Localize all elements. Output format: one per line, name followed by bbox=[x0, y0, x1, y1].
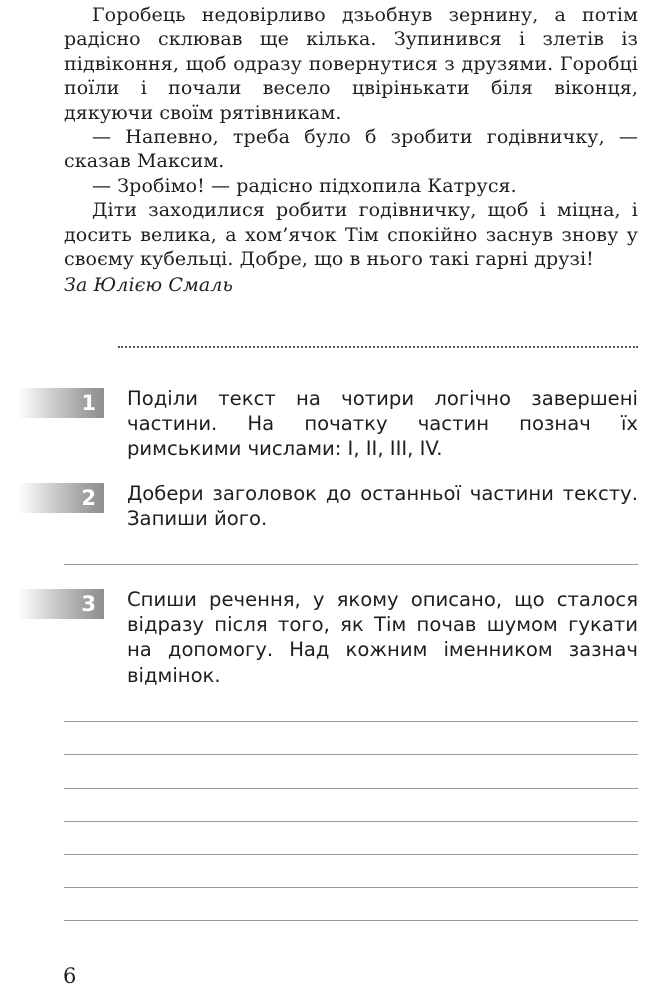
answer-line bbox=[64, 788, 638, 789]
dotted-separator bbox=[118, 346, 638, 348]
story-paragraph: Діти заходилися робити годівничку, щоб і міцна, і досить велика, а хом’ячок Тім спокійно заснув знову у своєму кубельці. Добре, що в нього такі гарні друзі! bbox=[64, 199, 638, 271]
task-number: 1 bbox=[81, 391, 96, 415]
answer-line bbox=[64, 821, 638, 822]
answer-line bbox=[64, 920, 638, 921]
answer-line bbox=[64, 564, 638, 565]
task-text: Спиши речення, у якому описано, що сталося відразу після того, як Тім почав шумом гукати на допомогу. Над кожним іменником зазнач відмінок. bbox=[127, 588, 638, 687]
task-text: Добери заголовок до останньої частини тексту. Запиши його. bbox=[127, 482, 638, 531]
story-paragraph: — Напевно, треба було б зробити годівничку, — сказав Максим. bbox=[64, 126, 638, 173]
page-number: 6 bbox=[63, 964, 77, 988]
story-author: За Юлією Смаль bbox=[64, 274, 233, 297]
task-number-badge bbox=[18, 388, 104, 418]
answer-line bbox=[64, 754, 638, 755]
story-paragraph: — Зробімо! — радісно підхопила Катруся. bbox=[92, 174, 517, 197]
task-number-badge bbox=[18, 589, 104, 619]
answer-line bbox=[64, 887, 638, 888]
task-number-badge bbox=[18, 483, 104, 513]
task-number: 3 bbox=[81, 592, 96, 616]
task-number: 2 bbox=[81, 486, 96, 510]
story-paragraph: Горобець недовірливо дзьобнув зернину, а потім радісно склював ще кілька. Зупинився і злетів із підвіконня, щоб одразу повернутися з друзями. Горобці поїли і почали весело цвірінькати біля віконця, дякуючи своїм рятівникам. bbox=[64, 4, 638, 124]
story-text bbox=[64, 3, 638, 298]
answer-line bbox=[64, 854, 638, 855]
task-text: Поділи текст на чотири логічно завершені частини. На початку частин познач їх римськими числами: I, II, III, IV. bbox=[127, 387, 638, 461]
answer-line bbox=[64, 721, 638, 722]
